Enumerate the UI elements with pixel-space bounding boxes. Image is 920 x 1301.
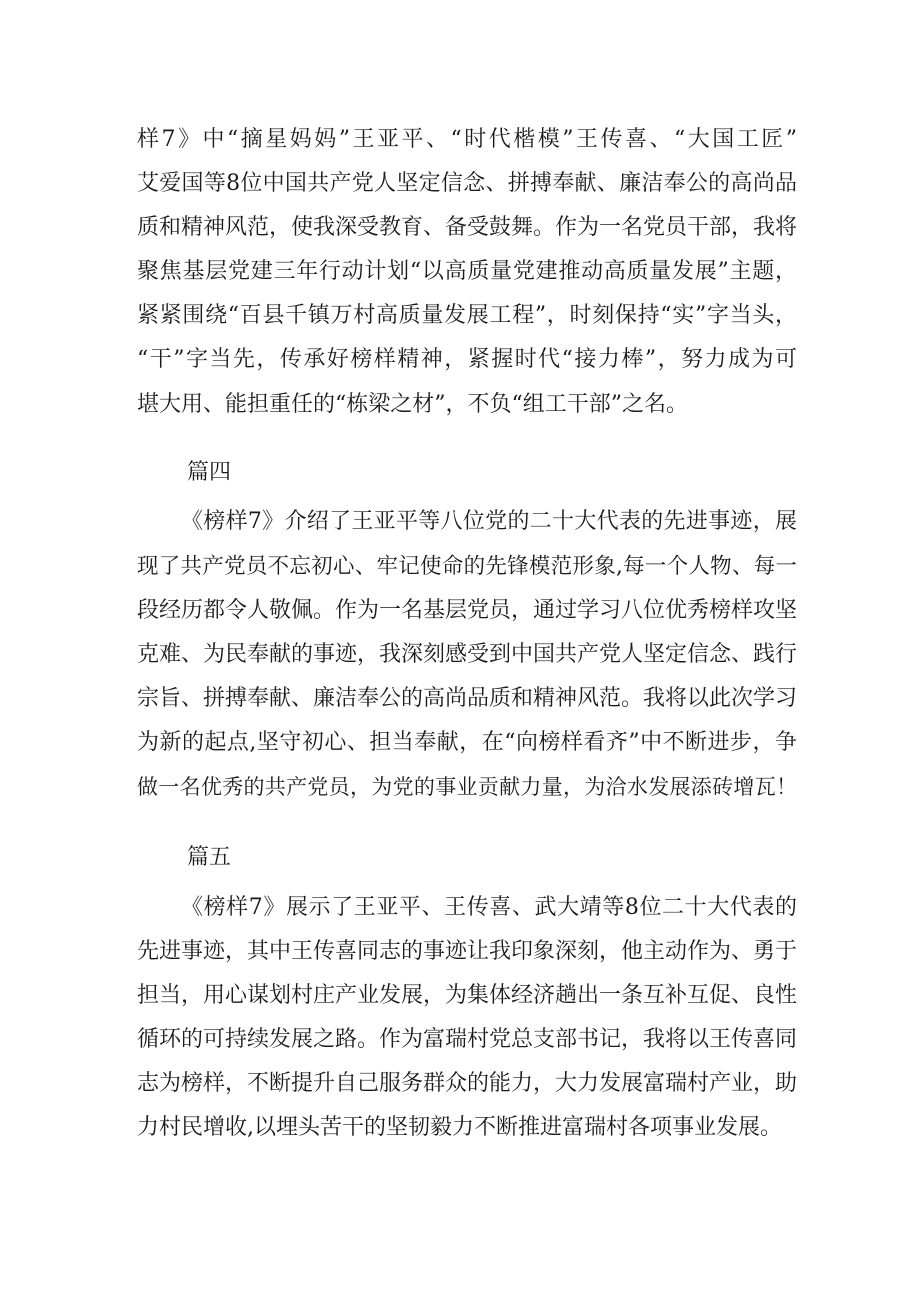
paragraph-line: 为新的起点,坚守初心、担当奉献，在“向榜样看齐”中不断进步，争: [137, 730, 797, 755]
paragraph-line: 担当，用心谋划村庄产业发展，为集体经济趟出一条互补互促、良性: [137, 983, 798, 1008]
paragraph-line: 克难、为民奉献的事迹，我深刻感受到中国共产党人坚定信念、践行: [137, 642, 798, 667]
section-heading-5: 篇五: [187, 845, 232, 870]
paragraph-line: 段经历都令人敬佩。作为一名基层党员，通过学习八位优秀榜样攻坚: [137, 598, 798, 623]
paragraph-line: 质和精神风范，使我深受教育、备受鼓舞。作为一名党员干部，我将: [137, 215, 798, 240]
paragraph-line: 紧紧围绕“百县千镇万村高质量发展工程”，时刻保持“实”字当头，: [137, 303, 797, 328]
paragraph-line: 宗旨、拼搏奉献、廉洁奉公的高尚品质和精神风范。我将以此次学习: [137, 686, 798, 711]
paragraph-line: 堪大用、能担重任的“栋梁之材”，不负“组工干部”之名。: [137, 392, 688, 417]
paragraph-line: 力村民增收,以埋头苦干的坚韧毅力不断推进富瑞村各项事业发展。: [137, 1115, 782, 1140]
paragraph-line: 循环的可持续发展之路。作为富瑞村党总支部书记，我将以王传喜同: [137, 1027, 798, 1052]
paragraph-line: 《榜样7》展示了王亚平、王传喜、武大靖等8位二十大代表的: [181, 895, 797, 920]
paragraph-line: 现了共产党员不忘初心、牢记使命的先锋模范形象,每一个人物、每一: [137, 554, 797, 579]
section-heading-4: 篇四: [187, 460, 232, 485]
paragraph-line: 样7》中“摘星妈妈”王亚平、“时代楷模”王传喜、“大国工匠”: [137, 127, 797, 152]
paragraph-line: 先进事迹，其中王传喜同志的事迹让我印象深刻，他主动作为、勇于: [137, 939, 798, 964]
paragraph-line: 艾爱国等8位中国共产党人坚定信念、拼搏奉献、廉洁奉公的高尚品: [137, 171, 797, 196]
paragraph-line: 《榜样7》介绍了王亚平等八位党的二十大代表的先进事迹，展: [181, 509, 797, 534]
paragraph-line: 做一名优秀的共产党员，为党的事业贡献力量，为洽水发展添砖增瓦！: [137, 775, 797, 799]
paragraph-line: 聚焦基层党建三年行动计划“以高质量党建推动高质量发展”主题，: [137, 259, 797, 284]
paragraph-line: 志为榜样，不断提升自己服务群众的能力，大力发展富瑞村产业，助: [137, 1071, 798, 1096]
paragraph-line: “干”字当先，传承好榜样精神，紧握时代“接力棒”，努力成为可: [137, 347, 797, 372]
